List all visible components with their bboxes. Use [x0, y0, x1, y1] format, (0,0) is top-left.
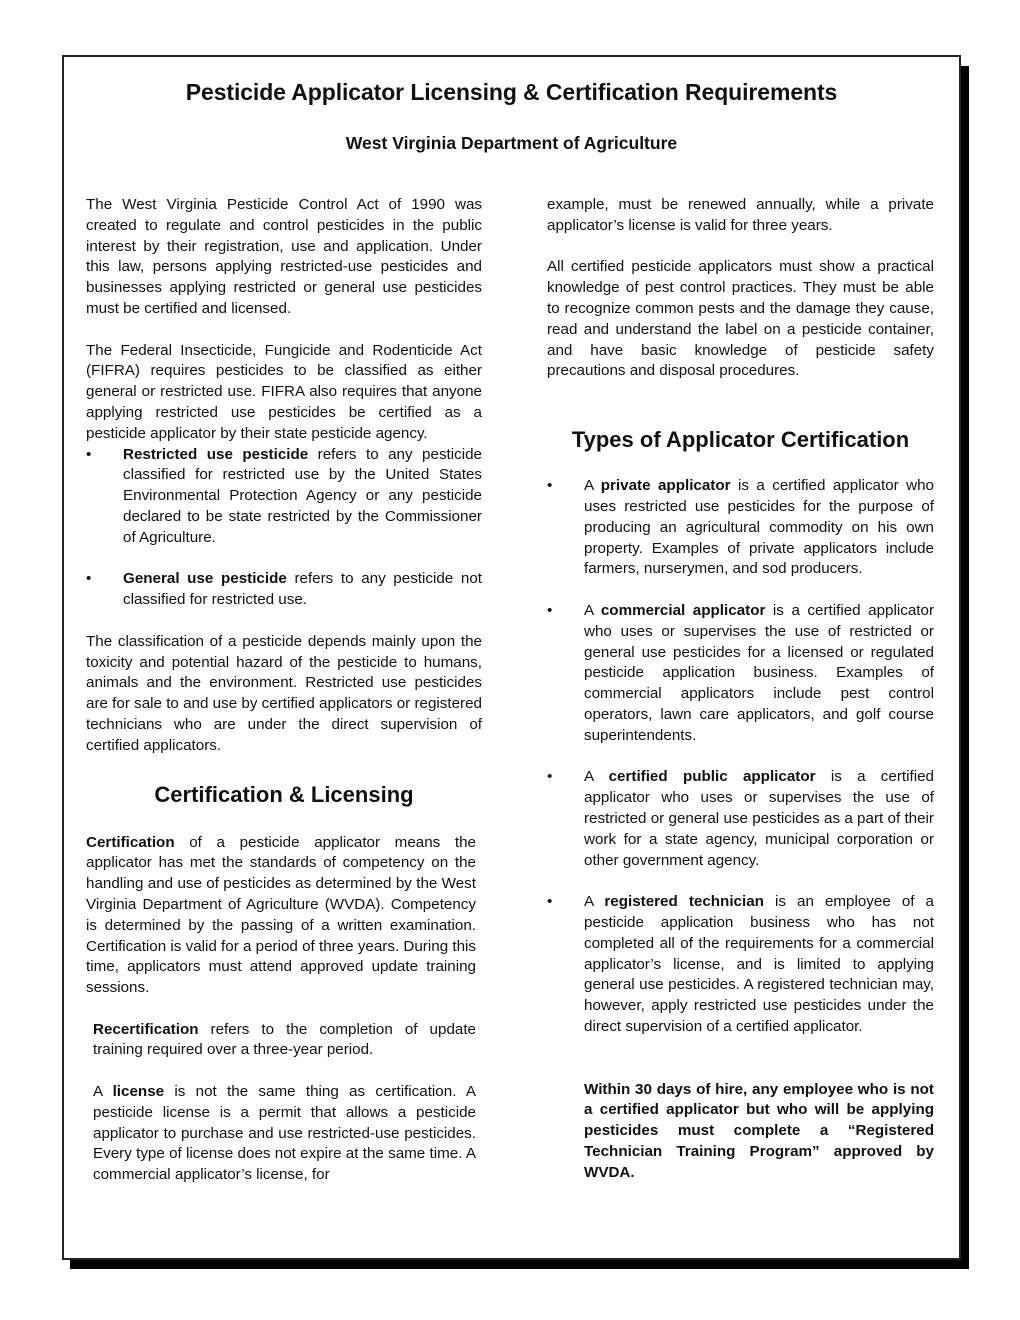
definitions-list	[86, 445, 482, 611]
type-item-public	[547, 767, 934, 871]
type-text: is a certified applicator who uses or supervises the use of restricted or general use pesticides as a part of their work for a state agency, municipal corporation or other government agency.	[584, 768, 934, 869]
license-text: is not the same thing as certification. A pesticide license is a permit that allows a pesticide applicator to purchase and use restricted-use pesticides. Every type of license does not expire at the same time. A commercial applicator’s license, for	[93, 1083, 476, 1184]
type-item-commercial	[547, 601, 934, 747]
type-item-technician	[547, 892, 934, 1038]
license-paragraph	[86, 1082, 476, 1186]
license-term: license	[112, 1083, 165, 1101]
recertification-paragraph	[86, 1020, 476, 1062]
type-prefix: A	[584, 768, 609, 786]
definition-term: General use pesticide	[123, 570, 287, 588]
applicator-types-list	[547, 476, 934, 1038]
certification-text: of a pesticide applicator means the applicator has met the standards of competency on the handling and use of pesticides as determined by the West Virginia Department of Agriculture (WVDA). Competency is determined by the passing of a written examination. Certification is valid for a period of three years. During this time, applicators must attend approved update training sessions.	[86, 833, 476, 997]
document-frame	[62, 55, 961, 1260]
definition-term: Restricted use pesticide	[123, 445, 309, 463]
intro-paragraph-2: The Federal Insecticide, Fungicide and Rodenticide Act (FIFRA) requires pesticides to be classified as either general or restricted use. FIFRA also requires that anyone applying restricted use pesticides be certified as a pesticide applicator by their state pesticide agency.	[86, 341, 482, 442]
type-text: is a certified applicator who uses or supervises the use of restricted or general use pesticides for a licensed or regulated pesticide application business. Examples of commercial applicators include pest control operators, lawn care applicators, and golf course superintendents.	[584, 601, 934, 744]
type-term: registered technician	[604, 893, 764, 911]
recertification-text: refers to the completion of update training required over a three-year period.	[93, 1020, 476, 1059]
classification-paragraph: The classification of a pesticide depends mainly upon the toxicity and potential hazard of the pesticide to humans, animals and the environment. Restricted use pesticides are for sale to and use by certified applicators or registered technicians who are under the direct supervision of certified applicators.	[86, 632, 482, 754]
bullet-icon: •	[547, 893, 553, 911]
training-notice: Within 30 days of hire, any employee who is not a certified applicator but who will be applying pesticides must complete a “Registered Technician Training Program” approved by WVDA.	[584, 1080, 934, 1181]
definition-item-restricted	[86, 445, 482, 549]
definition-text: refers to any pesticide classified for restricted use by the United States Environmental Protection Agency or any pesticide declared to be state restricted by the Commissioner of Agriculture.	[123, 445, 482, 546]
intro-paragraph-1: The West Virginia Pesticide Control Act of 1990 was created to regulate and control pesticides in the public interest by their registration, use and application. Under this law, persons applying restricted-use pesticides and businesses applying restricted or general use pesticides must be certified and licensed.	[86, 196, 482, 317]
type-prefix: A	[584, 601, 601, 619]
definition-text: refers to any pesticide not classified for restricted use.	[123, 570, 482, 609]
type-prefix: A	[584, 477, 601, 495]
type-term: private applicator	[600, 477, 731, 495]
right-column	[547, 195, 934, 1184]
knowledge-paragraph: All certified pesticide applicators must show a practical knowledge of pest control practices. They must be able to recognize common pests and the damage they cause, read and understand the label on a pesticide container, and have basic knowledge of pesticide safety precautions and disposal procedures.	[547, 258, 934, 380]
bullet-icon: •	[547, 601, 553, 619]
document-title: Pesticide Applicator Licensing & Certification Requirements	[185, 79, 838, 105]
type-term: certified public applicator	[608, 768, 816, 786]
type-text: is a certified applicator who uses restricted use pesticides for the purpose of producing an agricultural commodity on his own property. Examples of private applicators include farmers, nurserymen, and sod producers.	[584, 477, 934, 578]
type-prefix: A	[584, 893, 605, 911]
recertification-term: Recertification	[93, 1020, 199, 1038]
left-column	[86, 195, 482, 1186]
definition-item-general	[86, 569, 482, 611]
type-term: commercial applicator	[600, 601, 766, 619]
type-item-private	[547, 476, 934, 580]
license-prefix: A	[93, 1083, 113, 1101]
certification-term: Certification	[86, 833, 175, 851]
section-heading-types: Types of Applicator Certification	[571, 427, 910, 453]
bullet-icon: •	[86, 445, 92, 463]
certification-paragraph	[86, 833, 476, 999]
bullet-icon: •	[86, 570, 92, 588]
bullet-icon: •	[547, 768, 553, 786]
license-continued-paragraph: example, must be renewed annually, while a private applicator’s license is valid for three years.	[547, 196, 934, 234]
type-text: is an employee of a pesticide application business who has not completed all of the requirements for a commercial applicator’s license, and is limited to applying general use pesticides. A registered technician may, however, apply restricted use pesticides under the direct supervision of a certified applicator.	[584, 893, 934, 1035]
bullet-icon: •	[547, 477, 553, 495]
section-heading-certification-licensing: Certification & Licensing	[154, 781, 414, 807]
document-subtitle: West Virginia Department of Agriculture	[345, 133, 678, 153]
